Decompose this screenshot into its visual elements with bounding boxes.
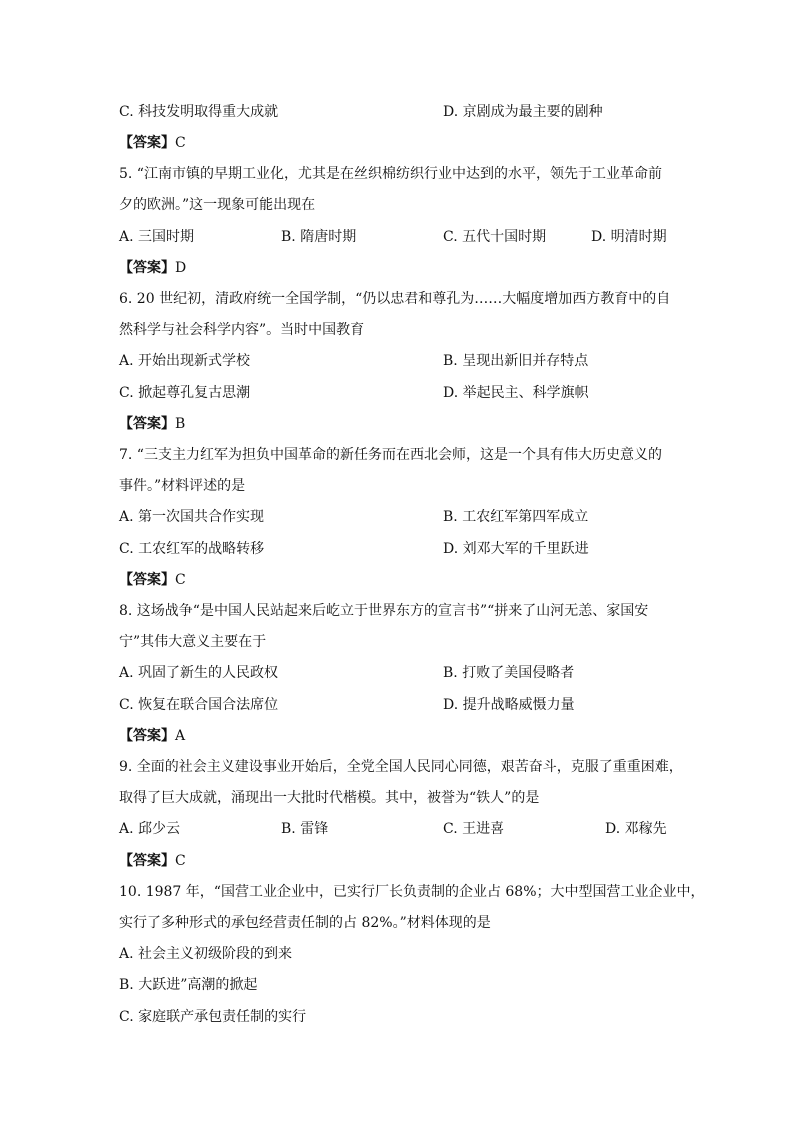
answer-value: C (175, 853, 186, 869)
option-a: A. 第一次国共合作实现 (119, 509, 265, 525)
option-d: D. 邓稼先 (605, 821, 667, 837)
answer-value: C (175, 135, 186, 151)
answer-line (119, 134, 186, 152)
question-text: 7. “三支主力红军为担负中国革命的新任务而在西北会师，这是一个具有伟大历史意义的 (119, 447, 662, 463)
option-c: C. 工农红军的战略转移 (119, 541, 265, 557)
option-c: C. 科技发明取得重大成就 (119, 104, 279, 120)
question-text: 然科学与社会科学内容”。当时中国教育 (119, 322, 365, 338)
option-b: B. 呈现出新旧并存特点 (443, 353, 589, 369)
option-d: D. 京剧成为最主要的剧种 (443, 104, 603, 120)
option-d: D. 刘邓大军的千里跃进 (443, 541, 589, 557)
option-c: C. 恢复在联合国合法席位 (119, 697, 279, 713)
answer-line (119, 259, 186, 277)
option-b: B. 雷锋 (281, 821, 329, 837)
option-c: C. 掀起尊孔复古思潮 (119, 385, 251, 401)
option-a: A. 三国时期 (119, 229, 195, 245)
answer-value: B (175, 416, 186, 432)
question-text: 10. 1987 年，“国营工业企业中，已实行厂长负责制的企业占 68%；大中型国营工业企业中， (119, 884, 705, 900)
question-text: 夕的欧洲。”这一现象可能出现在 (119, 197, 316, 213)
answer-label: 【答案】 (119, 572, 175, 588)
answer-label: 【答案】 (119, 416, 175, 432)
question-text: 取得了巨大成就，涌现出一大批时代楷模。其中，被誉为“铁人”的是 (119, 790, 540, 806)
option-d: D. 明清时期 (591, 229, 667, 245)
question-text: 8. 这场战争“是中国人民站起来后屹立于世界东方的宣言书”“拼来了山河无恙、家国安 (119, 603, 649, 619)
answer-value: A (175, 728, 186, 744)
option-b: B. 工农红军第四军成立 (443, 509, 589, 525)
answer-line (119, 852, 186, 870)
answer-line (119, 727, 185, 745)
answer-value: D (175, 260, 187, 276)
option-c: C. 家庭联产承包责任制的实行 (119, 1009, 307, 1025)
question-text: 9. 全面的社会主义建设事业开始后，全党全国人民同心同德，艰苦奋斗，克服了重重困难， (119, 759, 683, 775)
option-c: C. 王进喜 (443, 821, 505, 837)
question-text: 宁”其伟大意义主要在于 (119, 634, 267, 650)
answer-line (119, 415, 185, 433)
option-d: D. 举起民主、科学旗帜 (443, 385, 589, 401)
option-b: B. 大跃进”高潮的掀起 (119, 977, 258, 993)
option-a: A. 巩固了新生的人民政权 (119, 665, 279, 681)
question-text: 6. 20 世纪初，清政府统一全国学制，“仍以忠君和尊孔为……大幅度增加西方教育中的自 (119, 291, 671, 307)
option-line (119, 103, 278, 121)
answer-label: 【答案】 (119, 728, 175, 744)
question-text: 5. “江南市镇的早期工业化，尤其是在丝织棉纺织行业中达到的水平，领先于工业革命前 (119, 166, 662, 182)
option-d: D. 提升战略威慑力量 (443, 697, 575, 713)
answer-value: C (175, 572, 186, 588)
option-b: B. 隋唐时期 (281, 229, 357, 245)
answer-label: 【答案】 (119, 260, 175, 276)
answer-label: 【答案】 (119, 853, 175, 869)
answer-label: 【答案】 (119, 135, 175, 151)
option-c: C. 五代十国时期 (443, 229, 547, 245)
question-text: 实行了多种形式的承包经营责任制的占 82%。”材料体现的是 (119, 915, 491, 931)
answer-line (119, 571, 186, 589)
option-a: A. 邱少云 (119, 821, 181, 837)
question-text: 事件。”材料评述的是 (119, 478, 246, 494)
option-a: A. 开始出现新式学校 (119, 353, 251, 369)
option-a: A. 社会主义初级阶段的到来 (119, 946, 293, 962)
option-b: B. 打败了美国侵略者 (443, 665, 575, 681)
